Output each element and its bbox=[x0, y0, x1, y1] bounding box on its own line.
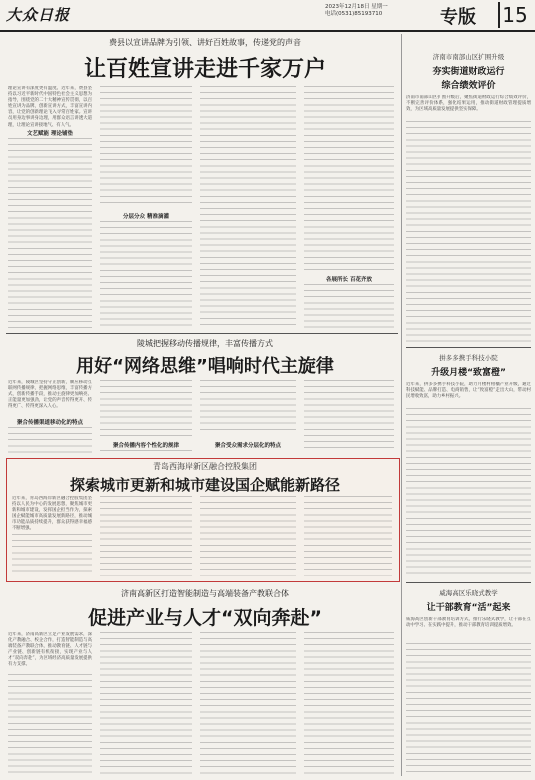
article1-col2b-text bbox=[100, 221, 192, 328]
article3-col3-text bbox=[200, 496, 296, 576]
article4-col4-text bbox=[304, 632, 394, 774]
section-name: 专版 bbox=[440, 7, 476, 28]
side1-lead: 济南市南部山区扩围升级后，聚焦街道财政运行综合绩效评价，不断完善评价体系，强化结果运用，推动街道财政管理提质增效，为区域高质量发展提供坚实保障。 bbox=[406, 95, 531, 113]
side2-bottom-rule bbox=[406, 582, 531, 583]
side3-title: 让干部教育“活”起来 bbox=[426, 603, 511, 613]
article3-col2-text bbox=[100, 496, 192, 576]
article1-col4b-text bbox=[304, 284, 394, 328]
article3-col1-text bbox=[12, 534, 92, 576]
dateline bbox=[325, 4, 388, 18]
article3-kicker: 青岛西海岸新区融合控股集团 bbox=[153, 462, 257, 471]
article2-col3-text bbox=[200, 380, 296, 435]
article4-kicker: 济南高新区打造智能制造与高端装备产教联合体 bbox=[121, 589, 289, 598]
date-text: 2023年12月18日 星期一 bbox=[325, 4, 388, 10]
article2-lead: 近年来，陵城区坚持守正创新，顺应移动互联网传播规律，把握网络思维，丰富传播方式，创新传播手段，推动主旋律更加响亮、正能量更加强劲，让党的声音传得更开、传得更广、传得更深入人心。 bbox=[8, 380, 92, 410]
newspaper-logo: 大众日报 bbox=[6, 6, 71, 24]
side2-text bbox=[406, 408, 531, 578]
article1-subhead-3: 各展所长 百花齐放 bbox=[326, 277, 372, 283]
article1-col2-text bbox=[100, 86, 192, 206]
article1-lead: 理论宣讲有深度更有温度。近年来，费县坚持以习近平新时代中国特色社会主义思想为指导，围绕党的二十大精神宣传贯彻，以百姓宣讲为品牌，创新宣讲方式，丰富宣讲内容，让党的创新理论飞入寻常百姓家。宣讲员用身边事讲身边理，用群众语言讲透大道理，让理论宣讲接地气、有人气。 bbox=[8, 86, 92, 128]
article4-lead: 近年来，济南高新区立足产业发展需求，深化产教融合、校企合作，打造智能制造与高端装备产教联合体，推动教育链、人才链与产业链、创新链有机衔接，实现产业与人才“双向奔赴”，为区域经济高质量发展提供有力支撑。 bbox=[8, 632, 92, 668]
side2-title: 升级月楼“致富橙” bbox=[431, 368, 506, 378]
article2-kicker: 陵城把握移动传播规律，丰富传播方式 bbox=[137, 339, 273, 348]
article2-col2-text bbox=[100, 380, 192, 438]
article1-col3-text bbox=[200, 86, 296, 328]
article1-subhead-2: 分层分众 精准滴灌 bbox=[123, 214, 169, 220]
article4-headline: 促进产业与人才“双向奔赴” bbox=[88, 607, 322, 629]
article1-headline: 让百姓宣讲走进千家万户 bbox=[83, 57, 326, 82]
side3-lead: 威海高区创新干部教育培训方式，推行乐晓式教学，让干部在互动中学习、在实践中提升，推动干部教育培训提质增效。 bbox=[406, 617, 531, 629]
side3-kicker: 威海高区乐晓式教学 bbox=[439, 589, 498, 597]
article1-col1-text bbox=[8, 138, 92, 328]
article4-col1-text bbox=[8, 674, 92, 774]
article2-headline: 用好“网络思维”唱响时代主旋律 bbox=[76, 356, 334, 377]
page-number: 15 bbox=[498, 2, 530, 28]
side1-text bbox=[406, 121, 531, 343]
article1-bottom-rule bbox=[6, 333, 398, 334]
side1-kicker: 济南市南部山区扩围升级 bbox=[432, 53, 505, 61]
article1-kicker: 费县以宣讲品牌为引领、讲好百姓故事，传递党的声音 bbox=[109, 38, 301, 47]
article1-col4-text bbox=[304, 86, 394, 271]
side1-title-2: 综合绩效评价 bbox=[441, 81, 496, 91]
article3-lead: 近年来，青岛西海岸新区融合控股集团坚持以人民为中心的发展思想，聚焦城市更新和城市建设，发挥国企担当作为，探索国企赋能城市高质量发展新路径，推动城市功能品质持续提升，群众获得感幸福感不断增强。 bbox=[12, 496, 92, 532]
article2-col1-text bbox=[8, 427, 92, 453]
side1-title-1: 夯实街道财政运行 bbox=[432, 67, 505, 77]
side1-bottom-rule bbox=[406, 347, 531, 348]
article3-headline: 探索城市更新和城市建设国企赋能新路径 bbox=[69, 476, 340, 494]
phone-text: 电话(0531)85193710 bbox=[325, 11, 383, 17]
side2-kicker: 拼多多携手科技小院 bbox=[439, 354, 498, 362]
article2-col2b-text bbox=[100, 450, 192, 453]
article3-col4-text bbox=[304, 496, 392, 576]
article1-subhead-1: 文艺赋能 理论铺垫 bbox=[27, 131, 73, 137]
side2-lead: 近年来，拼多多携手科技小院，助力月楼村柑橘产业升级，通过科技赋能、品牌打造、电商销售，让“致富橙”走出大山，带动村民增收致富，助力乡村振兴。 bbox=[406, 382, 531, 400]
column-divider bbox=[401, 34, 402, 776]
article2-subhead-2: 聚合传播内容个性化的规律 bbox=[112, 443, 179, 449]
article2-subhead-3: 聚合受众需求分层化的特点 bbox=[214, 443, 281, 449]
article2-subhead-1: 聚合传播渠道移动化的特点 bbox=[16, 420, 83, 426]
article2-col4-text bbox=[304, 380, 394, 453]
side3-text bbox=[406, 643, 531, 774]
article4-col2-text bbox=[100, 632, 192, 774]
article4-col3-text bbox=[200, 632, 296, 774]
